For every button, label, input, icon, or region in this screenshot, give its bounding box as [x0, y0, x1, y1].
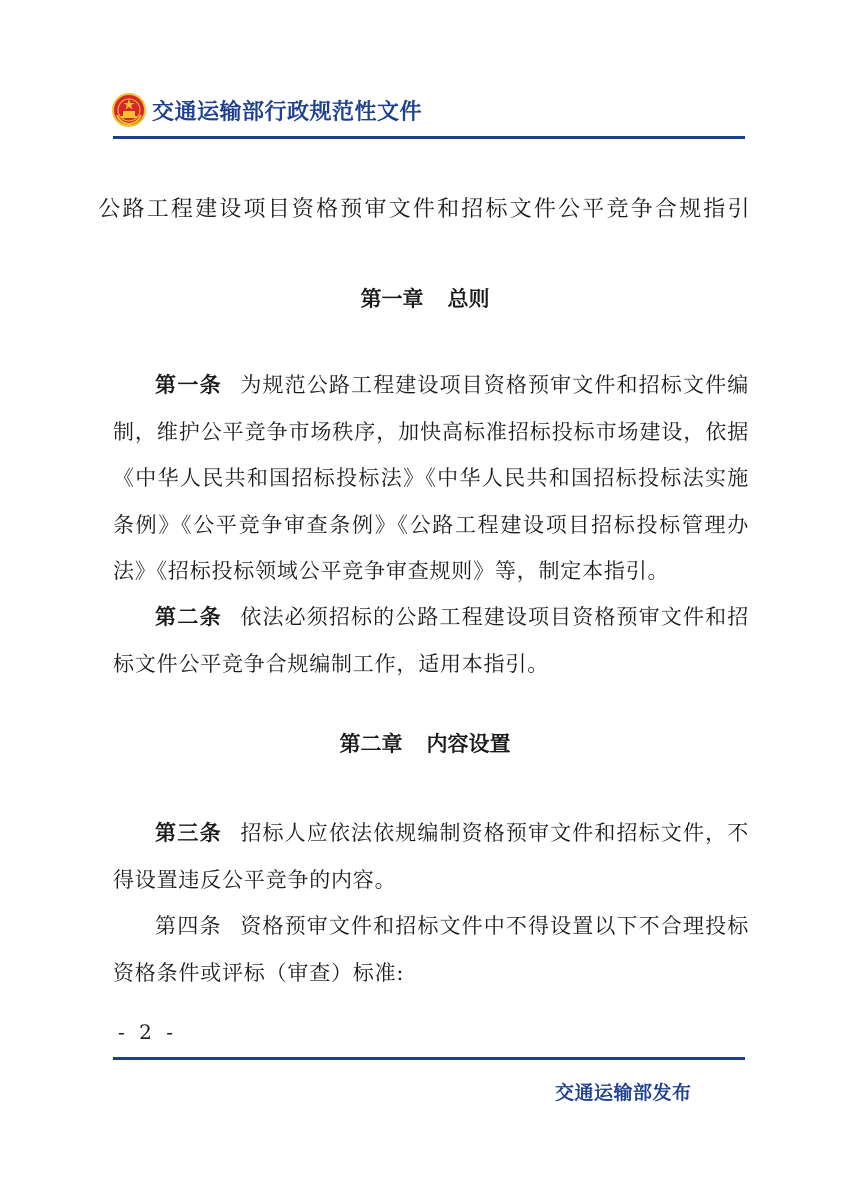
- chapter-name: 总则: [447, 287, 490, 311]
- article-number: 第一条: [155, 373, 222, 397]
- article-text: 为规范公路工程建设项目资格预审文件和招标文件编制，维护公平竞争市场秩序，加快高标准招标投标市场建设，依据《中华人民共和国招标投标法》《中华人民共和国招标投标法实施条例》《公平竞争审查条例》《公路工程建设项目招标投标管理办法》《招标投标领域公平竞争审查规则》等，制定本指引。: [113, 373, 749, 584]
- header-title: 交通运输部行政规范性文件: [152, 99, 423, 125]
- article-text: 依法必须招标的公路工程建设项目资格预审文件和招标文件公平竞争合规编制工作，适用本指引。: [113, 605, 749, 676]
- page-number: - 2 -: [118, 1020, 177, 1044]
- national-emblem-icon: [112, 93, 146, 127]
- chapter-number: 第二章: [339, 732, 403, 756]
- article-paragraph: [113, 903, 749, 996]
- document-header: [112, 90, 422, 130]
- header-divider: [113, 136, 745, 139]
- article-paragraph: [113, 362, 749, 595]
- article-text: 招标人应依法依规编制资格预审文件和招标文件，不得设置违反公平竞争的内容。: [113, 821, 749, 892]
- article-number: 第三条: [155, 821, 222, 845]
- footer-divider: [113, 1057, 745, 1060]
- article-text: 资格预审文件和招标文件中不得设置以下不合理投标资格条件或评标（审查）标准:: [113, 914, 749, 985]
- article-paragraph: [113, 810, 749, 903]
- chapter-name: 内容设置: [426, 732, 511, 756]
- article-number: 第四条: [155, 914, 222, 938]
- chapter-heading: [0, 283, 850, 313]
- chapter-heading: [0, 728, 850, 758]
- document-title: 公路工程建设项目资格预审文件和招标文件公平竞争合规指引: [98, 197, 752, 222]
- publisher-label: 交通运输部发布: [555, 1082, 692, 1104]
- article-number: 第二条: [155, 605, 222, 629]
- article-paragraph: [113, 594, 749, 687]
- chapter-number: 第一章: [360, 287, 424, 311]
